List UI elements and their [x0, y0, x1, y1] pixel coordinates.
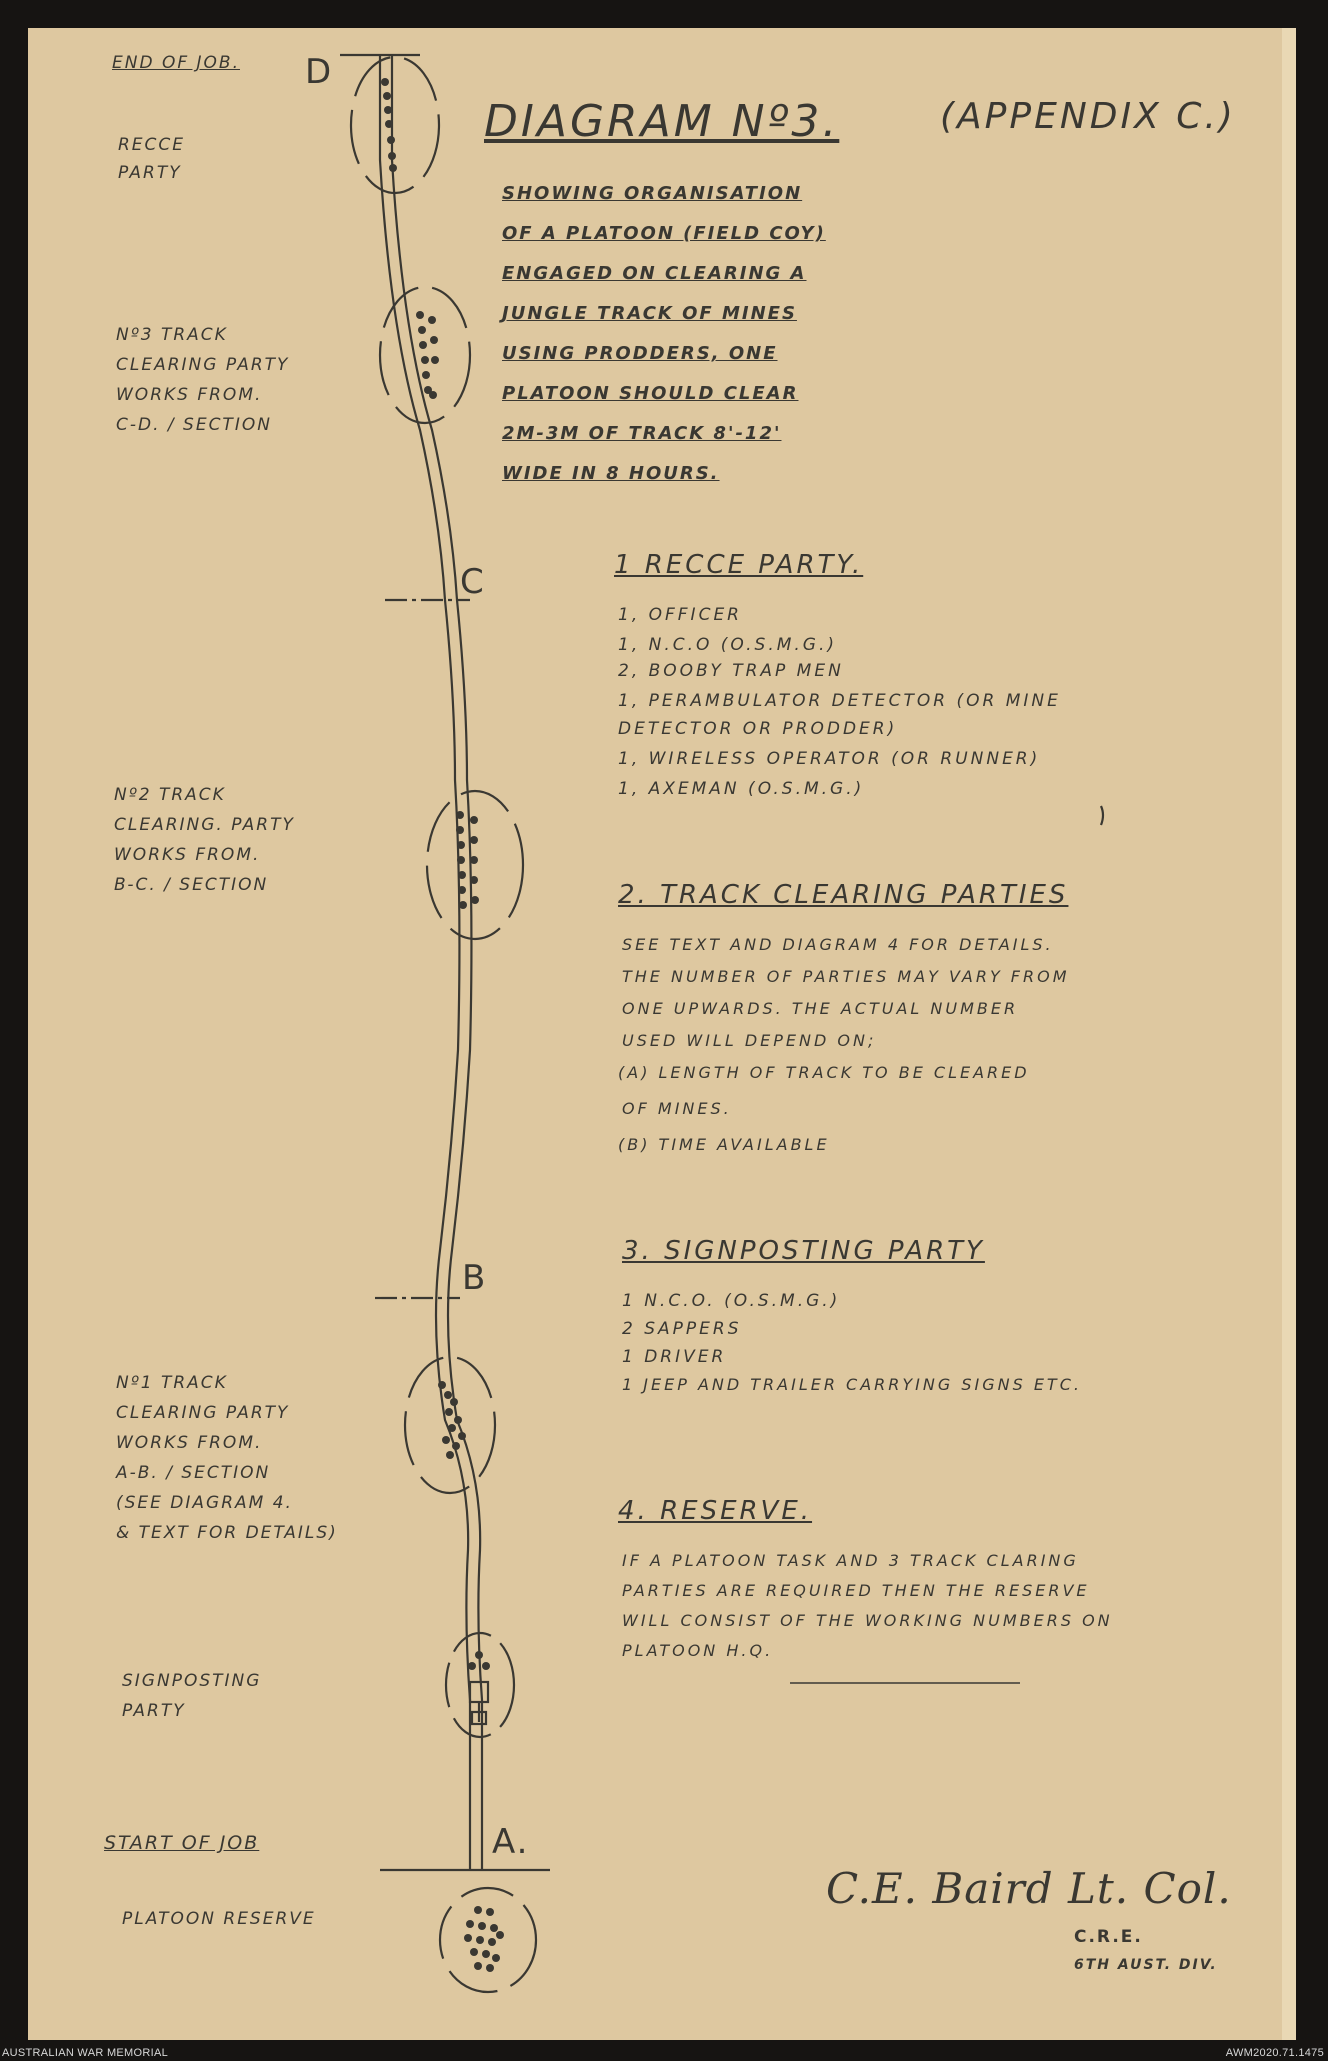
recce-item: DETECTOR OR PRODDER): [618, 719, 898, 739]
track-item: (A) LENGTH OF TRACK TO BE CLEARED: [618, 1063, 1030, 1082]
party1-label: & TEXT FOR DETAILS): [116, 1523, 338, 1543]
footer-left: AUSTRALIAN WAR MEMORIAL: [2, 2047, 169, 2059]
reserve-item: PARTIES ARE REQUIRED THEN THE RESERVE: [622, 1581, 1090, 1600]
party2-label: CLEARING. PARTY: [114, 815, 295, 835]
recce-heading: 1 RECCE PARTY.: [614, 550, 864, 580]
sign-item: 1 N.C.O. (O.S.M.G.): [622, 1291, 841, 1311]
signature-title: C.R.E.: [1074, 1927, 1143, 1947]
reserve-item: WILL CONSIST OF THE WORKING NUMBERS ON: [622, 1611, 1113, 1630]
subtitle-line: SHOWING ORGANISATION: [502, 183, 803, 204]
subtitle-line: JUNGLE TRACK OF MINES: [502, 303, 797, 324]
personnel-dots: [381, 78, 504, 1972]
party1-label: A-B. / SECTION: [116, 1463, 271, 1483]
marker-a: A.: [492, 1822, 530, 1862]
sign-heading: 3. SIGNPOSTING PARTY: [622, 1236, 985, 1266]
start-of-job-label: START OF JOB: [104, 1832, 260, 1854]
track-item: (B) TIME AVAILABLE: [618, 1135, 830, 1154]
signposting-label: SIGNPOSTING: [122, 1671, 262, 1691]
subtitle-line: 2M-3M OF TRACK 8'-12': [502, 423, 782, 444]
party1-label: CLEARING PARTY: [116, 1403, 290, 1423]
stray-mark: [1101, 806, 1103, 825]
recce-party-label: RECCE: [118, 135, 186, 155]
footer-right: AWM2020.71.1475: [1225, 2047, 1324, 2059]
subtitle-line: USING PRODDERS, ONE: [502, 343, 778, 364]
marker-c: C: [460, 562, 486, 602]
party3-label: C-D. / SECTION: [116, 415, 272, 435]
reserve-item: PLATOON H.Q.: [622, 1641, 774, 1660]
appendix-label: (APPENDIX C.): [940, 96, 1236, 137]
sign-item: 1 DRIVER: [622, 1347, 727, 1367]
reserve-item: IF A PLATOON TASK AND 3 TRACK CLARING: [622, 1551, 1079, 1570]
recce-party-label: PARTY: [118, 163, 182, 183]
end-of-job-label: END OF JOB.: [112, 53, 240, 73]
jeep-trailer-icon: [470, 1682, 488, 1702]
track-item: THE NUMBER OF PARTIES MAY VARY FROM: [622, 967, 1070, 986]
reserve-circle: [440, 1888, 536, 1992]
diagram-title: DIAGRAM Nº3.: [484, 96, 840, 147]
track-item: USED WILL DEPEND ON;: [622, 1031, 877, 1050]
party1-label: (SEE DIAGRAM 4.: [116, 1493, 293, 1513]
subtitle-line: PLATOON SHOULD CLEAR: [502, 383, 799, 404]
party2-label: B-C. / SECTION: [114, 875, 269, 895]
marker-d: D: [305, 52, 334, 92]
party1-label: Nº1 TRACK: [116, 1373, 228, 1393]
party2-label: WORKS FROM.: [114, 845, 261, 865]
party3-label: WORKS FROM.: [116, 385, 263, 405]
track-item: OF MINES.: [622, 1099, 732, 1118]
reserve-heading: 4. RESERVE.: [618, 1496, 813, 1526]
party3-label: Nº3 TRACK: [116, 325, 228, 345]
sign-item: 1 JEEP AND TRAILER CARRYING SIGNS ETC.: [622, 1375, 1082, 1394]
subtitle-line: OF A PLATOON (FIELD COY): [502, 223, 826, 244]
recce-item: 1, OFFICER: [618, 605, 742, 625]
marker-b: B: [462, 1258, 488, 1298]
track-item: ONE UPWARDS. THE ACTUAL NUMBER: [622, 999, 1019, 1018]
platoon-reserve-label: PLATOON RESERVE: [122, 1909, 316, 1929]
subtitle-line: WIDE IN 8 HOURS.: [502, 463, 720, 484]
track-item: SEE TEXT AND DIAGRAM 4 FOR DETAILS.: [622, 935, 1054, 954]
party2-circle: [427, 791, 523, 939]
recce-party-circle: [351, 57, 439, 193]
party3-label: CLEARING PARTY: [116, 355, 290, 375]
party1-label: WORKS FROM.: [116, 1433, 263, 1453]
recce-item: 1, AXEMAN (O.S.M.G.): [618, 779, 865, 799]
recce-item: 1, PERAMBULATOR DETECTOR (OR MINE: [618, 691, 1061, 711]
party2-label: Nº2 TRACK: [114, 785, 226, 805]
track-line-right: [392, 55, 482, 1870]
track-heading: 2. TRACK CLEARING PARTIES: [618, 880, 1069, 910]
sign-item: 2 SAPPERS: [622, 1319, 742, 1339]
signature-unit: 6TH AUST. DIV.: [1074, 1957, 1218, 1973]
recce-item: 1, WIRELESS OPERATOR (OR RUNNER): [618, 749, 1041, 769]
signature: C.E. Baird Lt. Col.: [826, 1864, 1232, 1913]
recce-item: 2, BOOBY TRAP MEN: [618, 661, 844, 681]
signposting-label: PARTY: [122, 1701, 186, 1721]
track-line-left: [380, 55, 470, 1870]
subtitle-line: ENGAGED ON CLEARING A: [502, 263, 807, 284]
recce-item: 1, N.C.O (O.S.M.G.): [618, 635, 838, 655]
